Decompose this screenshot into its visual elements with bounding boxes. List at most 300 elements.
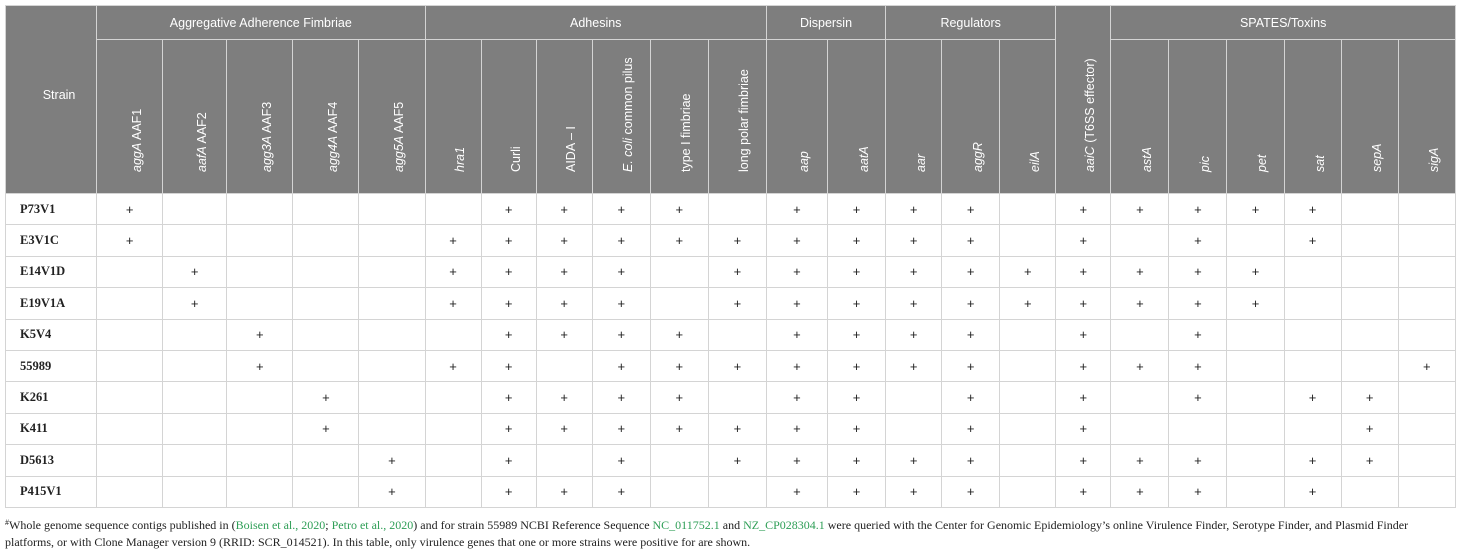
gene-name: sepA xyxy=(1369,143,1384,172)
gene-presence-cell xyxy=(97,445,163,476)
gene-desc: AAF1 xyxy=(129,108,144,143)
gene-presence-cell xyxy=(1398,445,1455,476)
gene-presence-cell: + xyxy=(1111,445,1169,476)
gene-header-18 xyxy=(1169,40,1227,194)
gene-header-11 xyxy=(766,40,827,194)
gene-presence-cell: + xyxy=(766,476,827,507)
table-row xyxy=(6,194,1456,225)
gene-presence-cell: + xyxy=(886,445,942,476)
gene-presence-cell xyxy=(1000,194,1056,225)
gene-header-9 xyxy=(650,40,708,194)
gene-name: astA xyxy=(1139,146,1154,172)
gene-presence-cell xyxy=(886,413,942,444)
gene-presence-cell xyxy=(1341,288,1398,319)
table-row xyxy=(6,256,1456,287)
gene-presence-cell: + xyxy=(1169,225,1227,256)
footnote-text-3: ) and for strain 55989 NCBI Reference Sequence xyxy=(413,517,653,532)
reference-link-boisen[interactable]: Boisen et al., 2020 xyxy=(235,517,326,532)
gene-name: hra1 xyxy=(453,146,468,172)
gene-presence-cell: + xyxy=(942,194,1000,225)
gene-presence-cell: + xyxy=(766,225,827,256)
gene-presence-cell xyxy=(708,476,766,507)
strain-name: P415V1 xyxy=(6,476,97,507)
gene-presence-cell xyxy=(227,225,293,256)
gene-presence-cell xyxy=(1227,319,1284,350)
gene-presence-cell: + xyxy=(536,288,592,319)
gene-presence-cell: + xyxy=(163,288,227,319)
gene-name: aafA xyxy=(194,146,209,172)
gene-presence-cell: + xyxy=(650,225,708,256)
gene-presence-cell xyxy=(293,225,359,256)
gene-presence-cell: + xyxy=(1056,445,1111,476)
gene-presence-cell: + xyxy=(1056,288,1111,319)
gene-name: sat xyxy=(1312,155,1327,172)
gene-presence-cell: + xyxy=(1284,194,1341,225)
gene-presence-cell: + xyxy=(1056,382,1111,413)
gene-header-10 xyxy=(708,40,766,194)
gene-presence-cell xyxy=(1227,350,1284,381)
gene-presence-cell: + xyxy=(886,350,942,381)
gene-presence-cell: + xyxy=(1169,445,1227,476)
gene-presence-cell: + xyxy=(708,413,766,444)
gene-presence-cell: + xyxy=(97,194,163,225)
gene-presence-cell: + xyxy=(481,350,536,381)
gene-presence-cell xyxy=(650,476,708,507)
gene-presence-cell: + xyxy=(1169,288,1227,319)
gene-presence-cell xyxy=(536,350,592,381)
gene-presence-cell xyxy=(886,382,942,413)
gene-presence-cell: + xyxy=(1000,288,1056,319)
gene-presence-cell: + xyxy=(886,319,942,350)
gene-presence-cell xyxy=(650,445,708,476)
footnote-text-4: and xyxy=(719,517,744,532)
gene-presence-cell: + xyxy=(1111,350,1169,381)
gene-presence-cell: + xyxy=(886,288,942,319)
gene-presence-cell: + xyxy=(1056,256,1111,287)
gene-presence-cell xyxy=(1284,256,1341,287)
footnote-mark: # xyxy=(5,517,9,527)
footnote-text-1: Whole genome sequence contigs published in ( xyxy=(9,517,236,532)
gene-presence-cell xyxy=(163,194,227,225)
gene-presence-cell xyxy=(293,476,359,507)
gene-presence-cell xyxy=(227,413,293,444)
gene-presence-cell: + xyxy=(942,225,1000,256)
table-row xyxy=(6,288,1456,319)
gene-presence-cell: + xyxy=(481,256,536,287)
gene-presence-cell xyxy=(163,413,227,444)
gene-name: aatA xyxy=(856,146,871,172)
gene-presence-cell: + xyxy=(942,350,1000,381)
gene-presence-cell xyxy=(425,319,481,350)
table-row xyxy=(6,319,1456,350)
gene-presence-cell xyxy=(1341,319,1398,350)
gene-presence-cell: + xyxy=(1169,382,1227,413)
gene-name: aggA xyxy=(129,142,144,172)
gene-presence-cell: + xyxy=(481,413,536,444)
gene-presence-cell: + xyxy=(425,350,481,381)
gene-presence-cell: + xyxy=(708,350,766,381)
gene-presence-cell xyxy=(425,413,481,444)
virulence-table-figure xyxy=(5,5,1456,551)
gene-presence-cell xyxy=(359,225,425,256)
gene-presence-cell: + xyxy=(1227,256,1284,287)
group-label: SPATES/Toxins xyxy=(1239,15,1327,30)
gene-presence-cell xyxy=(1398,194,1455,225)
gene-presence-cell: + xyxy=(592,256,650,287)
gene-presence-cell xyxy=(425,382,481,413)
table-row xyxy=(6,350,1456,381)
gene-presence-cell: + xyxy=(650,194,708,225)
gene-presence-cell xyxy=(1111,382,1169,413)
strain-column-header xyxy=(6,6,97,194)
gene-presence-cell: + xyxy=(1111,194,1169,225)
gene-desc: long polar fimbriae xyxy=(737,69,752,172)
gene-presence-cell xyxy=(227,194,293,225)
gene-presence-cell: + xyxy=(1227,288,1284,319)
table-row xyxy=(6,382,1456,413)
gene-presence-cell: + xyxy=(828,382,886,413)
gene-presence-cell xyxy=(1398,256,1455,287)
table-row xyxy=(6,225,1456,256)
gene-presence-cell: + xyxy=(481,288,536,319)
gene-desc: type I fimbriae xyxy=(679,93,694,172)
gene-presence-cell xyxy=(97,350,163,381)
group-label: Regulators xyxy=(940,15,1001,30)
gene-header-13 xyxy=(886,40,942,194)
gene-presence-cell xyxy=(1111,225,1169,256)
gene-presence-cell xyxy=(293,288,359,319)
gene-presence-cell xyxy=(1398,476,1455,507)
gene-presence-cell: + xyxy=(293,413,359,444)
gene-name: aggR xyxy=(970,142,985,172)
strain-name: K5V4 xyxy=(6,319,97,350)
gene-header-19 xyxy=(1227,40,1284,194)
gene-presence-cell xyxy=(650,288,708,319)
gene-presence-cell: + xyxy=(886,476,942,507)
gene-desc: AAF5 xyxy=(391,101,406,136)
gene-name: E. coli xyxy=(621,137,636,172)
gene-presence-cell: + xyxy=(1056,319,1111,350)
gene-header-21 xyxy=(1341,40,1398,194)
gene-presence-cell xyxy=(425,194,481,225)
gene-presence-cell: + xyxy=(650,382,708,413)
gene-presence-cell xyxy=(1111,319,1169,350)
gene-presence-cell: + xyxy=(766,413,827,444)
gene-presence-cell xyxy=(1000,413,1056,444)
gene-header-3 xyxy=(293,40,359,194)
footnote-text-5: were queried with the Center for Genomic Epidemiology’s online Virulence Finder, Serotype Finder, and Plasmid Finder platforms, or with Clone Manager version 9 (RRID: SCR_014521). In this table, only virulence genes that one or more strains were positive for are shown. xyxy=(5,517,1409,549)
gene-presence-cell: + xyxy=(650,350,708,381)
gene-presence-cell xyxy=(1111,413,1169,444)
gene-presence-cell: + xyxy=(592,476,650,507)
gene-presence-cell: + xyxy=(227,350,293,381)
gene-header-7 xyxy=(536,40,592,194)
gene-presence-cell: + xyxy=(1398,350,1455,381)
gene-presence-cell xyxy=(1341,194,1398,225)
gene-presence-cell xyxy=(1284,350,1341,381)
group-header-0 xyxy=(97,6,425,40)
gene-presence-cell xyxy=(1227,225,1284,256)
gene-presence-cell: + xyxy=(481,319,536,350)
table-row xyxy=(6,413,1456,444)
gene-presence-cell xyxy=(359,350,425,381)
gene-presence-cell: + xyxy=(227,319,293,350)
gene-presence-cell: + xyxy=(481,445,536,476)
gene-presence-cell: + xyxy=(1169,319,1227,350)
gene-presence-cell xyxy=(1341,476,1398,507)
gene-presence-cell xyxy=(1398,413,1455,444)
gene-header-2 xyxy=(227,40,293,194)
group-header-2 xyxy=(766,6,885,40)
gene-name: aaiC xyxy=(1083,146,1098,172)
accession-link-nc[interactable]: NC_011752.1 xyxy=(652,517,720,532)
gene-presence-cell: + xyxy=(886,194,942,225)
gene-presence-cell: + xyxy=(1056,413,1111,444)
gene-name: pic xyxy=(1197,156,1212,172)
table-row xyxy=(6,476,1456,507)
gene-header-0 xyxy=(97,40,163,194)
gene-presence-cell: + xyxy=(359,476,425,507)
gene-presence-cell: + xyxy=(1227,194,1284,225)
strain-name: E3V1C xyxy=(6,225,97,256)
gene-presence-cell xyxy=(97,256,163,287)
gene-presence-cell xyxy=(536,445,592,476)
gene-presence-cell xyxy=(163,350,227,381)
gene-presence-cell xyxy=(359,256,425,287)
table-body xyxy=(6,194,1456,508)
gene-presence-cell: + xyxy=(592,225,650,256)
gene-presence-cell xyxy=(163,476,227,507)
gene-presence-cell: + xyxy=(481,194,536,225)
gene-presence-cell: + xyxy=(1169,350,1227,381)
gene-header-1 xyxy=(163,40,227,194)
gene-presence-cell xyxy=(227,256,293,287)
gene-presence-cell xyxy=(293,256,359,287)
gene-presence-cell: + xyxy=(766,256,827,287)
gene-presence-cell xyxy=(708,194,766,225)
gene-header-4 xyxy=(359,40,425,194)
gene-presence-cell xyxy=(227,445,293,476)
gene-presence-cell: + xyxy=(942,413,1000,444)
gene-presence-cell xyxy=(293,319,359,350)
gene-presence-cell xyxy=(293,194,359,225)
gene-header-17 xyxy=(1111,40,1169,194)
gene-presence-cell: + xyxy=(359,445,425,476)
gene-presence-cell: + xyxy=(536,194,592,225)
gene-presence-cell xyxy=(1398,319,1455,350)
gene-presence-cell: + xyxy=(828,194,886,225)
gene-presence-cell xyxy=(1341,256,1398,287)
group-header-4 xyxy=(1111,6,1456,40)
gene-presence-cell: + xyxy=(536,225,592,256)
gene-presence-cell xyxy=(1398,225,1455,256)
gene-name: agg4A xyxy=(325,135,340,172)
gene-presence-cell xyxy=(1284,288,1341,319)
gene-presence-cell xyxy=(293,350,359,381)
gene-presence-cell: + xyxy=(766,382,827,413)
gene-header-14 xyxy=(942,40,1000,194)
gene-presence-cell xyxy=(1341,225,1398,256)
gene-presence-cell xyxy=(1227,445,1284,476)
gene-presence-cell xyxy=(1341,350,1398,381)
group-label: Aggregative Adherence Fimbriae xyxy=(169,15,352,30)
gene-presence-cell: + xyxy=(425,256,481,287)
gene-presence-cell: + xyxy=(1284,225,1341,256)
gene-presence-cell xyxy=(1000,225,1056,256)
gene-presence-cell: + xyxy=(886,256,942,287)
gene-presence-cell xyxy=(708,382,766,413)
gene-presence-cell: + xyxy=(766,288,827,319)
gene-presence-cell xyxy=(1227,382,1284,413)
gene-presence-cell xyxy=(227,288,293,319)
gene-presence-cell xyxy=(1398,288,1455,319)
strain-header-label: Strain xyxy=(42,88,76,102)
gene-presence-cell: + xyxy=(1284,445,1341,476)
gene-presence-cell: + xyxy=(828,476,886,507)
gene-presence-cell xyxy=(1000,382,1056,413)
gene-presence-cell: + xyxy=(1056,225,1111,256)
gene-presence-cell xyxy=(1398,382,1455,413)
gene-presence-cell: + xyxy=(942,445,1000,476)
gene-header-8 xyxy=(592,40,650,194)
gene-presence-cell: + xyxy=(1056,194,1111,225)
gene-presence-cell xyxy=(1227,413,1284,444)
gene-presence-cell xyxy=(1284,319,1341,350)
gene-presence-cell xyxy=(97,319,163,350)
strain-name: 55989 xyxy=(6,350,97,381)
gene-presence-cell: + xyxy=(536,382,592,413)
gene-presence-cell: + xyxy=(828,319,886,350)
gene-name: agg5A xyxy=(391,135,406,172)
gene-desc: AAF2 xyxy=(194,112,209,147)
gene-presence-cell xyxy=(163,445,227,476)
gene-presence-cell: + xyxy=(536,256,592,287)
gene-name: agg3A xyxy=(259,135,274,172)
gene-presence-cell: + xyxy=(481,225,536,256)
gene-name: sigA xyxy=(1426,147,1441,172)
strain-name: P73V1 xyxy=(6,194,97,225)
gene-presence-cell: + xyxy=(536,413,592,444)
gene-desc: Curli xyxy=(508,146,523,172)
gene-presence-cell xyxy=(1000,350,1056,381)
gene-presence-cell: + xyxy=(650,319,708,350)
gene-presence-cell: + xyxy=(650,413,708,444)
gene-presence-cell: + xyxy=(1111,288,1169,319)
gene-presence-cell xyxy=(359,194,425,225)
gene-presence-cell: + xyxy=(481,382,536,413)
gene-presence-cell xyxy=(1169,413,1227,444)
gene-presence-cell: + xyxy=(1341,445,1398,476)
gene-presence-cell: + xyxy=(293,382,359,413)
gene-presence-cell: + xyxy=(942,319,1000,350)
gene-presence-cell xyxy=(650,256,708,287)
gene-desc: common pilus xyxy=(621,57,636,138)
gene-presence-cell: + xyxy=(708,225,766,256)
gene-presence-cell: + xyxy=(828,288,886,319)
gene-presence-cell: + xyxy=(942,256,1000,287)
strain-name: D5613 xyxy=(6,445,97,476)
group-header-1 xyxy=(425,6,766,40)
gene-presence-cell xyxy=(425,445,481,476)
gene-presence-cell xyxy=(359,288,425,319)
gene-presence-cell xyxy=(1000,445,1056,476)
gene-presence-cell: + xyxy=(1056,476,1111,507)
gene-presence-cell: + xyxy=(1284,382,1341,413)
gene-presence-cell xyxy=(163,382,227,413)
gene-presence-cell: + xyxy=(97,225,163,256)
gene-presence-cell: + xyxy=(592,350,650,381)
gene-presence-cell xyxy=(359,319,425,350)
gene-presence-cell xyxy=(163,225,227,256)
gene-presence-cell xyxy=(425,476,481,507)
gene-presence-cell: + xyxy=(1341,413,1398,444)
group-header-3 xyxy=(886,6,1056,40)
gene-presence-cell xyxy=(1227,476,1284,507)
accession-link-nz[interactable]: NZ_CP028304.1 xyxy=(743,517,825,532)
virulence-gene-table xyxy=(5,5,1456,508)
gene-presence-cell: + xyxy=(766,319,827,350)
gene-presence-cell: + xyxy=(1284,476,1341,507)
gene-presence-cell xyxy=(227,382,293,413)
group-label: Dispersin xyxy=(799,15,853,30)
gene-presence-cell: + xyxy=(1056,350,1111,381)
gene-header-5 xyxy=(425,40,481,194)
gene-presence-cell: + xyxy=(1341,382,1398,413)
gene-presence-cell: + xyxy=(481,476,536,507)
gene-name: pet xyxy=(1255,154,1270,172)
gene-presence-cell: + xyxy=(942,288,1000,319)
gene-presence-cell: + xyxy=(536,476,592,507)
gene-presence-cell: + xyxy=(766,350,827,381)
gene-presence-cell: + xyxy=(1169,476,1227,507)
gene-presence-cell: + xyxy=(1111,476,1169,507)
gene-presence-cell: + xyxy=(1000,256,1056,287)
gene-presence-cell: + xyxy=(828,445,886,476)
gene-presence-cell: + xyxy=(708,445,766,476)
aaic-column-header xyxy=(1056,6,1111,194)
gene-header-22 xyxy=(1398,40,1455,194)
group-header-row xyxy=(6,6,1456,40)
gene-desc: AIDA – I xyxy=(564,126,579,172)
gene-presence-cell: + xyxy=(942,382,1000,413)
reference-link-petro[interactable]: Petro et al., 2020 xyxy=(331,517,414,532)
gene-presence-cell: + xyxy=(1111,256,1169,287)
gene-presence-cell: + xyxy=(828,225,886,256)
strain-name: K411 xyxy=(6,413,97,444)
gene-header-row xyxy=(6,40,1456,194)
gene-presence-cell: + xyxy=(942,476,1000,507)
gene-presence-cell xyxy=(163,319,227,350)
gene-presence-cell: + xyxy=(886,225,942,256)
gene-presence-cell xyxy=(97,382,163,413)
gene-presence-cell xyxy=(227,476,293,507)
gene-presence-cell: + xyxy=(1169,194,1227,225)
gene-presence-cell xyxy=(1000,319,1056,350)
gene-name: aar xyxy=(913,153,928,172)
gene-header-15 xyxy=(1000,40,1056,194)
gene-presence-cell xyxy=(1000,476,1056,507)
group-label: Adhesins xyxy=(570,15,622,30)
strain-name: K261 xyxy=(6,382,97,413)
gene-presence-cell: + xyxy=(708,256,766,287)
gene-presence-cell xyxy=(359,382,425,413)
gene-presence-cell: + xyxy=(592,445,650,476)
gene-presence-cell: + xyxy=(592,288,650,319)
strain-name: E14V1D xyxy=(6,256,97,287)
gene-presence-cell: + xyxy=(536,319,592,350)
gene-presence-cell: + xyxy=(163,256,227,287)
gene-presence-cell xyxy=(1284,413,1341,444)
